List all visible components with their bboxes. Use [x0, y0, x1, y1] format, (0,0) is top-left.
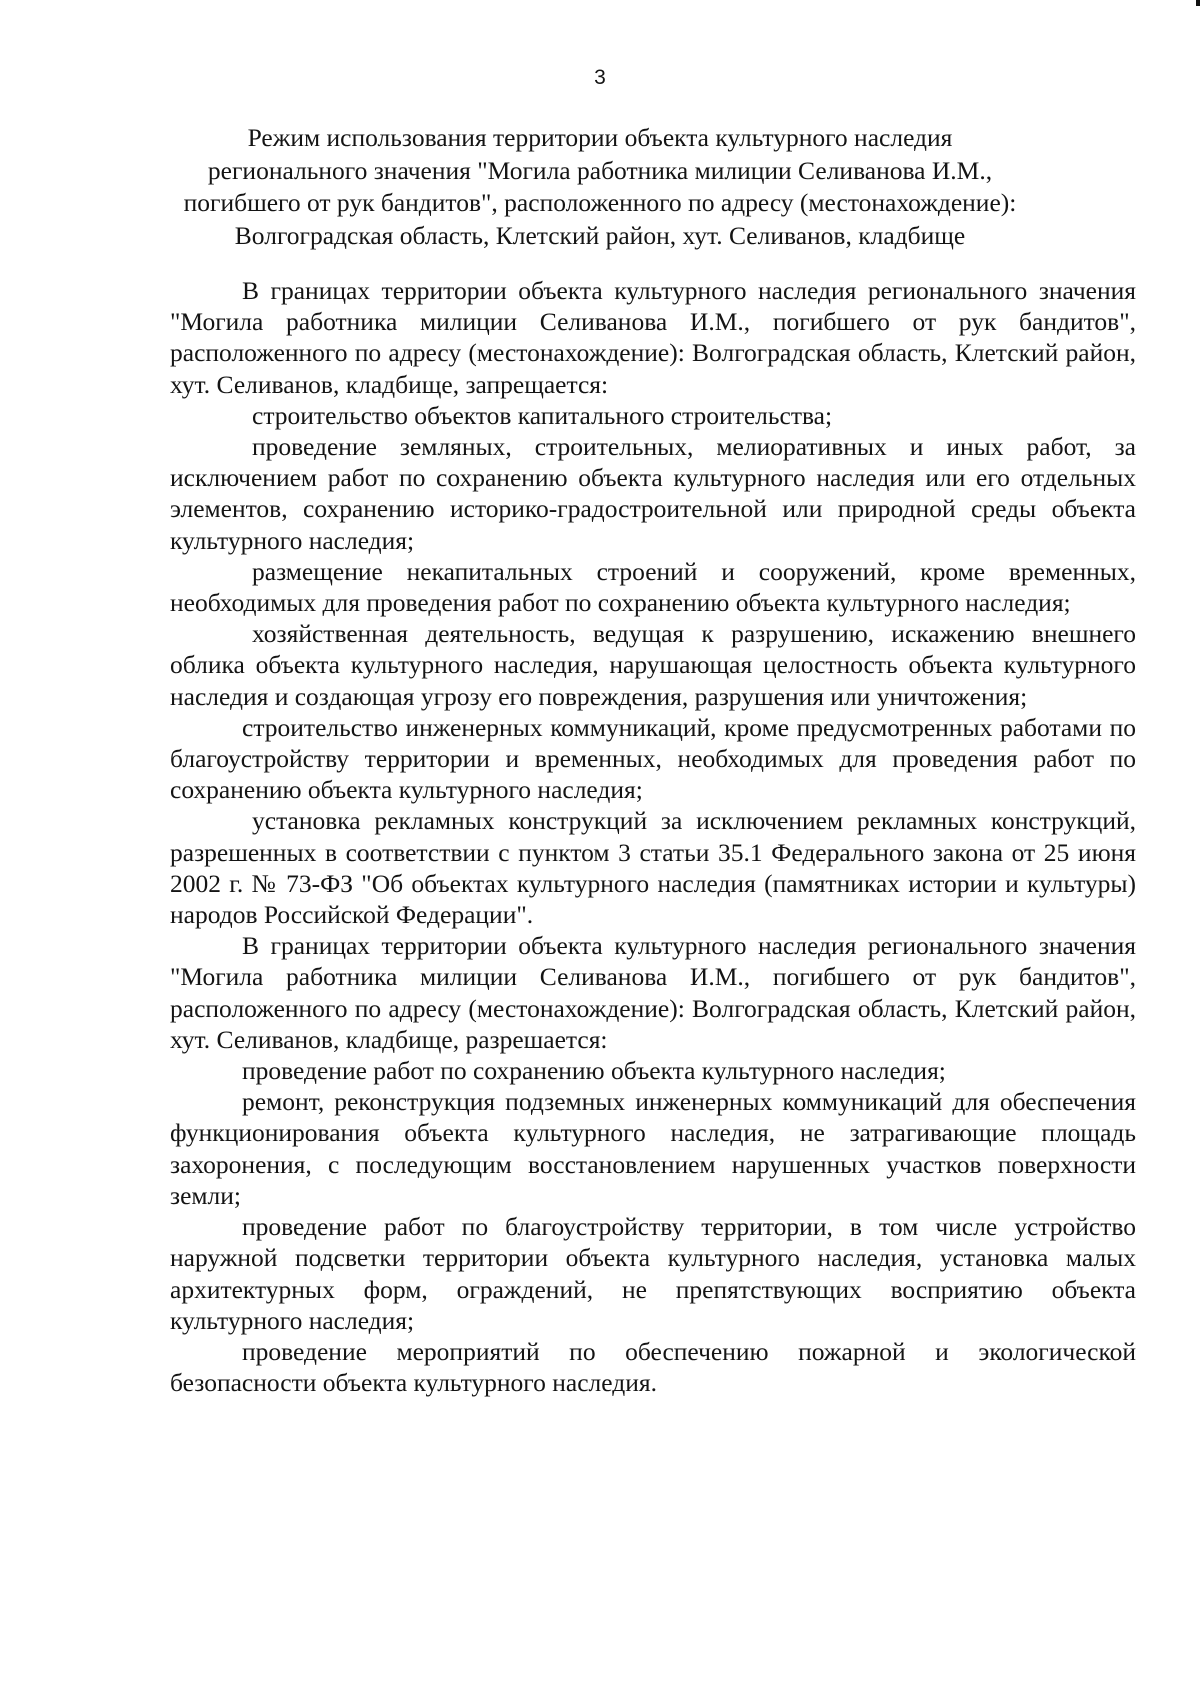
permitted-item: ремонт, реконструкция подземных инженерных коммуникаций для обеспечения функционирования объекта культурного наследия, не затрагивающие площадь захоронения, с последующим восстановлением нарушенных участков поверхности земли; [170, 1087, 1136, 1210]
document-body [170, 275, 1136, 1398]
permitted-intro-paragraph: В границах территории объекта культурного наследия регионального значения "Могила работника милиции Селиванова И.М., погибшего от рук бандитов", расположенного по адресу (местонахождение): Волгоградская область, Клетский район, хут. Селиванов, кладбище, разрешается: [170, 931, 1136, 1054]
prohibited-item: установка рекламных конструкций за исключением рекламных конструкций, разрешенных в соответствии с пунктом 3 статьи 35.1 Федерального закона от 25 июня 2002 г. № 73-ФЗ "Об объектах культурного наследия (памятниках истории и культуры) народов Российской Федерации". [170, 806, 1136, 930]
prohibited-intro-paragraph: В границах территории объекта культурного наследия регионального значения "Могила работника милиции Селиванова И.М., погибшего от рук бандитов", расположенного по адресу (местонахождение): Волгоградская область, Клетский район, хут. Селиванов, кладбище, запрещается: [170, 276, 1136, 399]
prohibited-item: строительство инженерных коммуникаций, кроме предусмотренных работами по благоустройству территории и временных, необходимых для проведения работ по сохранению объекта культурного наследия; [170, 712, 1136, 805]
document-title [150, 122, 1050, 252]
prohibited-item: строительство объектов капитального строительства; [252, 400, 833, 430]
scan-mark [1196, 0, 1200, 6]
permitted-item: проведение мероприятий по обеспечению пожарной и экологической безопасности объекта культурного наследия. [170, 1336, 1136, 1398]
prohibited-item: размещение некапитальных строений и сооружений, кроме временных, необходимых для проведения работ по сохранению объекта культурного наследия; [170, 556, 1136, 618]
prohibited-item: проведение земляных, строительных, мелиоративных и иных работ, за исключением работ по сохранению объекта культурного наследия или его отдельных элементов, сохранению историко-градостроительной или природной среды объекта культурного наследия; [170, 432, 1136, 555]
title-line: погибшего от рук бандитов", расположенного по адресу (местонахождение): [183, 188, 1017, 217]
prohibited-item: хозяйственная деятельность, ведущая к разрушению, искажению внешнего облика объекта культурного наследия, нарушающая целостность объекта культурного наследия и создающая угрозу его повреждения, разрушения или уничтожения; [170, 619, 1136, 711]
permitted-item: проведение работ по благоустройству территории, в том числе устройство наружной подсветки территории объекта культурного наследия, установка малых архитектурных форм, ограждений, не препятствующих восприятию объекта культурного наследия; [170, 1212, 1136, 1335]
title-line: Волгоградская область, Клетский район, хут. Селиванов, кладбище [234, 220, 966, 250]
permitted-item: проведение работ по сохранению объекта культурного наследия; [242, 1056, 946, 1086]
title-line: регионального значения "Могила работника милиции Селиванова И.М., [207, 155, 993, 185]
page-number: 3 [594, 66, 606, 89]
title-line: Режим использования территории объекта культурного наследия [247, 123, 953, 152]
